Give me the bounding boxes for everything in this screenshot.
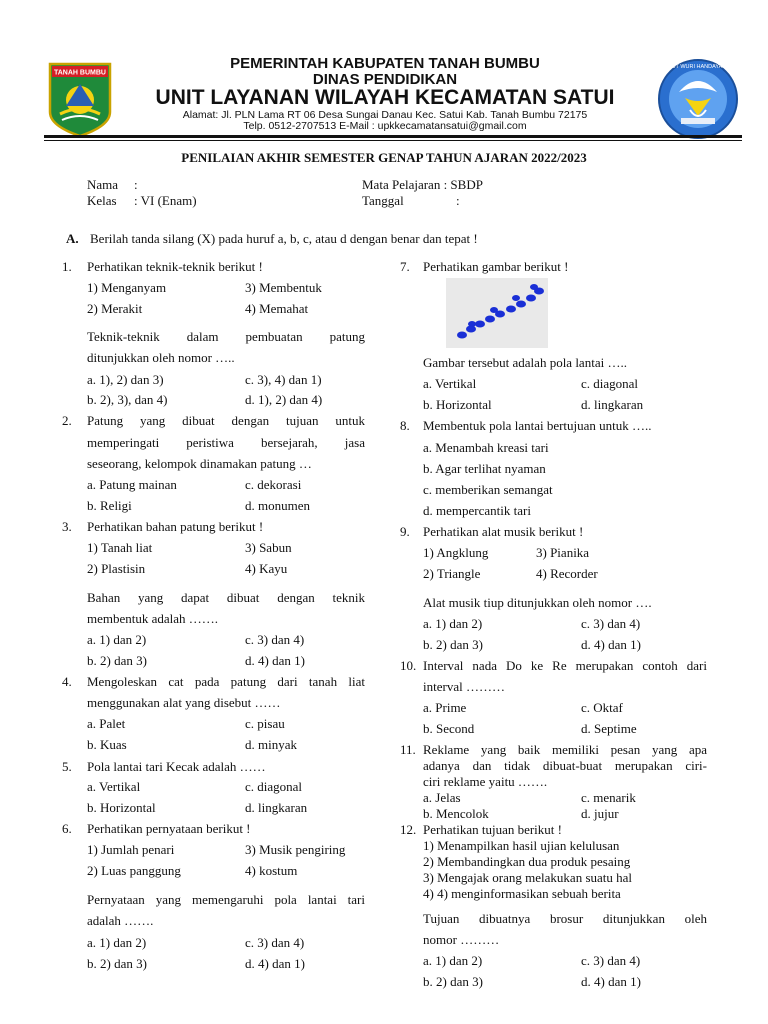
option-d[interactable]: d. jujur: [581, 806, 619, 821]
option-c[interactable]: c. diagonal: [245, 779, 303, 794]
option-b[interactable]: b. 2) dan 3): [423, 637, 483, 652]
question-text: Perhatikan bahan patung berikut !: [87, 519, 264, 534]
statement-item: 4) Memahat: [245, 301, 309, 316]
option-b[interactable]: b. Agar terlihat nyaman: [423, 461, 546, 476]
question-text: Pola lantai tari Kecak adalah ……: [87, 759, 266, 774]
question-number: 5.: [62, 759, 72, 774]
statement-item: 1) Angklung: [423, 545, 489, 560]
statement-item: 1) Tanah liat: [87, 540, 153, 555]
option-a[interactable]: a. Vertikal: [423, 376, 477, 391]
option-a[interactable]: a. 1) dan 2): [423, 953, 483, 968]
option-d[interactable]: d. minyak: [245, 737, 297, 752]
nama-value: :: [134, 177, 138, 192]
question-text: memperingati peristiwa bersejarah, jasa: [87, 435, 365, 450]
option-b[interactable]: b. 2) dan 3): [87, 653, 147, 668]
question-number: 8.: [400, 418, 410, 433]
question-text: Perhatikan pernyataan berikut !: [87, 821, 251, 836]
option-a[interactable]: a. Jelas: [423, 790, 461, 805]
option-b[interactable]: b. Horizontal: [423, 397, 492, 412]
question-text: adanya dan tidak dibuat-buat merupakan ciri-: [423, 758, 707, 773]
option-c[interactable]: c. diagonal: [581, 376, 639, 391]
option-a[interactable]: a. 1) dan 2): [87, 632, 147, 647]
question-paragraph: adalah …….: [87, 913, 154, 928]
statement-item: 1) Menganyam: [87, 280, 167, 295]
statement-item: 4) Recorder: [536, 566, 598, 581]
option-b[interactable]: b. Second: [423, 721, 475, 736]
option-b[interactable]: b. Religi: [87, 498, 132, 513]
svg-text:TANAH BUMBU: TANAH BUMBU: [54, 69, 106, 77]
tanah-bumbu-logo: [48, 62, 112, 138]
option-d[interactable]: d. monumen: [245, 498, 310, 513]
option-c[interactable]: c. 3) dan 4): [581, 953, 641, 968]
question-paragraph: Alat musik tiup ditunjukkan oleh nomor ….: [423, 595, 652, 610]
statement-item: 2) Triangle: [423, 566, 481, 581]
statement-item: 2) Luas panggung: [87, 863, 181, 878]
question-text: Perhatikan gambar berikut !: [423, 259, 569, 274]
statement-item: 2) Membandingkan dua produk pesaing: [423, 854, 631, 869]
option-d[interactable]: d. Septime: [581, 721, 637, 736]
question-number: 1.: [62, 259, 72, 274]
statement-item: 3) Musik pengiring: [245, 842, 346, 857]
option-a[interactable]: a. Patung mainan: [87, 477, 177, 492]
diagonal-floor-pattern-image: [446, 278, 548, 348]
header-rule-thick: [44, 135, 742, 138]
header-line1: PEMERINTAH KABUPATEN TANAH BUMBU: [230, 55, 540, 72]
question-text: Reklame yang baik memiliki pesan yang apa: [423, 742, 707, 757]
question-number: 4.: [62, 674, 72, 689]
option-c[interactable]: c. memberikan semangat: [423, 482, 553, 497]
option-b[interactable]: b. 2) dan 3): [423, 974, 483, 989]
tanggal-label: Tanggal: [362, 193, 404, 208]
question-number: 6.: [62, 821, 72, 836]
question-text: interval ………: [423, 679, 505, 694]
svg-text:TUT WURI HANDAYANI: TUT WURI HANDAYANI: [668, 64, 728, 70]
question-paragraph: membentuk adalah …….: [87, 611, 219, 626]
tanggal-value: :: [456, 193, 460, 208]
question-text: Patung yang dibuat dengan tujuan untuk: [87, 413, 365, 428]
kelas-value: : VI (Enam): [134, 193, 197, 208]
question-text: Perhatikan teknik-teknik berikut !: [87, 259, 263, 274]
option-d[interactable]: d. 4) dan 1): [581, 637, 641, 652]
question-number: 9.: [400, 524, 410, 539]
question-number: 11.: [400, 742, 416, 757]
question-number: 12.: [400, 822, 417, 837]
option-c[interactable]: c. menarik: [581, 790, 636, 805]
statement-item: 4) Kayu: [245, 561, 288, 576]
option-c[interactable]: c. 3), 4) dan 1): [245, 372, 322, 387]
option-a[interactable]: a. Menambah kreasi tari: [423, 440, 549, 455]
section-letter: A.: [66, 231, 79, 246]
question-number: 10.: [400, 658, 417, 673]
option-d[interactable]: d. 4) dan 1): [245, 956, 305, 971]
option-d[interactable]: d. mempercantik tari: [423, 503, 531, 518]
mapel-label: Mata Pelajaran : SBDP: [362, 177, 483, 192]
question-number: 7.: [400, 259, 410, 274]
question-text: seseorang, kelompok dinamakan patung …: [87, 456, 312, 471]
question-paragraph: ditunjukkan oleh nomor …..: [87, 350, 235, 365]
question-number: 2.: [62, 413, 72, 428]
question-number: 3.: [62, 519, 72, 534]
question-paragraph: nomor ………: [423, 932, 500, 947]
header-line3: UNIT LAYANAN WILAYAH KECAMATAN SATUI: [155, 86, 615, 109]
statement-item: 3) Pianika: [536, 545, 590, 560]
option-b[interactable]: b. Mencolok: [423, 806, 489, 821]
option-c[interactable]: c. 3) dan 4): [245, 935, 305, 950]
option-b[interactable]: b. 2) dan 3): [87, 956, 147, 971]
statement-item: 2) Plastisin: [87, 561, 146, 576]
question-text: ciri reklame yaitu …….: [423, 774, 548, 789]
option-b[interactable]: b. 2), 3), dan 4): [87, 392, 168, 407]
header-address: Alamat: Jl. PLN Lama RT 06 Desa Sungai Danau Kec. Satui Kab. Tanah Bumbu 72175: [182, 109, 588, 121]
statement-item: 3) Mengajak orang melakukan suatu hal: [423, 870, 633, 885]
section-instruction: Berilah tanda silang (X) pada huruf a, b, c, atau d dengan benar dan tepat !: [90, 231, 478, 246]
question-paragraph: Bahan yang dapat dibuat dengan teknik: [87, 590, 365, 605]
option-a[interactable]: a. 1) dan 2): [87, 935, 147, 950]
header-line2: DINAS PENDIDIKAN: [312, 71, 458, 88]
header-rule-thin: [44, 140, 742, 141]
option-c[interactable]: c. 3) dan 4): [245, 632, 305, 647]
statement-item: 4) 4) menginformasikan sebuah berita: [423, 886, 621, 901]
option-c[interactable]: c. dekorasi: [245, 477, 302, 492]
question-paragraph: Pernyataan yang memengaruhi pola lantai tari: [87, 892, 365, 907]
question-text: Membentuk pola lantai bertujuan untuk …..: [423, 418, 652, 433]
nama-label: Nama: [87, 177, 119, 192]
option-d[interactable]: d. lingkaran: [245, 800, 308, 815]
option-d[interactable]: d. 4) dan 1): [245, 653, 305, 668]
option-d[interactable]: d. lingkaran: [581, 397, 644, 412]
question-text: Mengoleskan cat pada patung dari tanah liat: [87, 674, 365, 689]
statement-item: 1) Menampilkan hasil ujian kelulusan: [423, 838, 620, 853]
statement-item: 3) Sabun: [245, 540, 292, 555]
statement-item: 4) kostum: [245, 863, 298, 878]
option-b[interactable]: b. Kuas: [87, 737, 127, 752]
question-text: Interval nada Do ke Re merupakan contoh dari: [423, 658, 707, 673]
question-paragraph: Tujuan dibuatnya brosur ditunjukkan oleh: [423, 911, 707, 926]
question-text: Perhatikan alat musik berikut !: [423, 524, 584, 539]
tut-wuri-handayani-logo: [657, 58, 739, 140]
question-paragraph: Teknik-teknik dalam pembuatan patung: [87, 329, 365, 344]
option-a[interactable]: a. 1) dan 2): [423, 616, 483, 631]
kelas-label: Kelas: [87, 193, 117, 208]
option-a[interactable]: a. Palet: [87, 716, 126, 731]
question-text: Perhatikan tujuan berikut !: [423, 822, 562, 837]
question-text: menggunakan alat yang disebut ……: [87, 695, 281, 710]
option-d[interactable]: d. 1), 2) dan 4): [245, 392, 323, 407]
option-a[interactable]: a. Prime: [423, 700, 467, 715]
exam-title: PENILAIAN AKHIR SEMESTER GENAP TAHUN AJARAN 2022/2023: [181, 150, 587, 165]
statement-item: 2) Merakit: [87, 301, 143, 316]
option-c[interactable]: c. 3) dan 4): [581, 616, 641, 631]
option-a[interactable]: a. 1), 2) dan 3): [87, 372, 164, 387]
option-c[interactable]: c. Oktaf: [581, 700, 623, 715]
option-b[interactable]: b. Horizontal: [87, 800, 156, 815]
statement-item: 3) Membentuk: [245, 280, 322, 295]
option-c[interactable]: c. pisau: [245, 716, 285, 731]
option-d[interactable]: d. 4) dan 1): [581, 974, 641, 989]
statement-item: 1) Jumlah penari: [87, 842, 175, 857]
option-a[interactable]: a. Vertikal: [87, 779, 141, 794]
header-contact: Telp. 0512-2707513 E-Mail : upkkecamatansatui@gmail.com: [243, 120, 527, 132]
question-text: Gambar tersebut adalah pola lantai …..: [423, 355, 627, 370]
